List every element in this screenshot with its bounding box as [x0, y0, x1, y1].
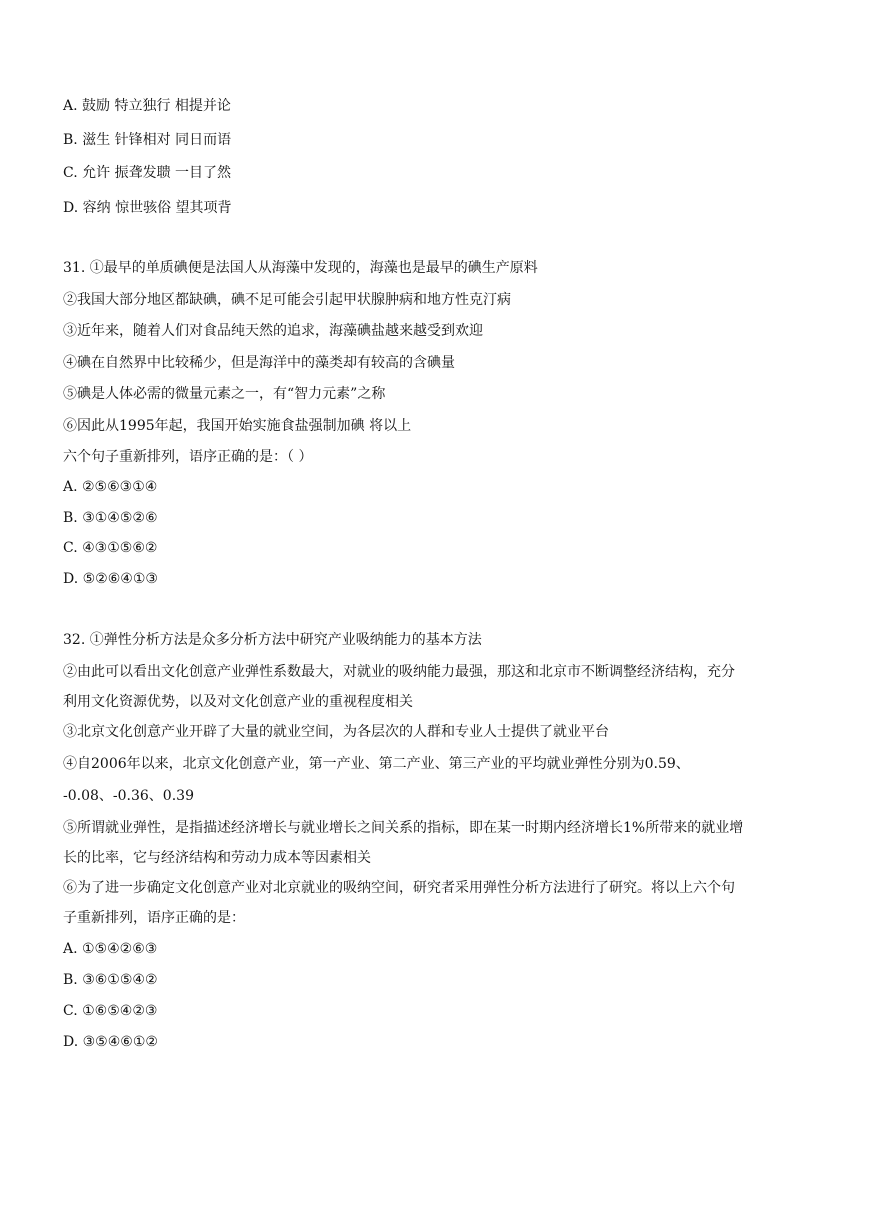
q30-option-b: B. 滋生 针锋相对 同日而语: [63, 132, 232, 148]
q32-line-4-cont: -0.08、-0.36、0.39: [63, 788, 194, 804]
q30-option-c: C. 允许 振聋发聩 一目了然: [63, 165, 232, 181]
q32-option-a: A. ①⑤④②⑥③: [63, 941, 158, 957]
q32-option-c: C. ①⑥⑤④②③: [63, 1003, 158, 1019]
q31-option-c: C. ④③①⑤⑥②: [63, 540, 158, 556]
q32-line-2-cont: 利用文化资源优势，以及对文化创意产业的重视程度相关: [63, 694, 413, 710]
q31-line-6: ⑥因此从1995年起，我国开始实施食盐强制加碘 将以上: [63, 418, 412, 434]
q32-option-b: B. ③⑥①⑤④②: [63, 972, 158, 988]
q32-line-2: ②由此可以看出文化创意产业弹性系数最大，对就业的吸纳能力最强，那这和北京市不断调整经济结构，充分: [63, 664, 735, 680]
q32-question-prompt: 子重新排列，语序正确的是：: [63, 910, 245, 926]
q32-line-4: ④自2006年以来，北京文化创意产业，第一产业、第二产业、第三产业的平均就业弹性分别为0.59、: [63, 756, 690, 772]
q31-line-4: ④碘在自然界中比较稀少，但是海洋中的藻类却有较高的含碘量: [63, 355, 455, 371]
q31-line-2: ②我国大部分地区都缺碘，碘不足可能会引起甲状腺肿病和地方性克汀病: [63, 292, 511, 308]
q32-line-5-cont: 长的比率，它与经济结构和劳动力成本等因素相关: [63, 850, 371, 866]
q30-option-d: D. 容纳 惊世骇俗 望其项背: [63, 200, 232, 216]
q32-line-6: ⑥为了进一步确定文化创意产业对北京就业的吸纳空间，研究者采用弹性分析方法进行了研究。将以上六个句: [63, 880, 735, 896]
q31-option-a: A. ②⑤⑥③①④: [63, 479, 158, 495]
q32-line-5: ⑤所谓就业弹性，是指描述经济增长与就业增长之间关系的指标，即在某一时期内经济增长1%所带来的就业增: [63, 820, 744, 836]
q32-option-d: D. ③⑤④⑥①②: [63, 1034, 158, 1050]
q32-line-1: 32. ①弹性分析方法是众多分析方法中研究产业吸纳能力的基本方法: [63, 632, 482, 648]
q31-option-d: D. ⑤②⑥④①③: [63, 571, 158, 587]
q31-question-prompt: 六个句子重新排列，语序正确的是：（ ）: [63, 449, 313, 465]
q31-line-1: 31. ①最早的单质碘便是法国人从海藻中发现的，海藻也是最早的碘生产原料: [63, 260, 538, 276]
q31-line-5: ⑤碘是人体必需的微量元素之一，有“智力元素”之称: [63, 386, 386, 402]
q30-option-a: A. 鼓励 特立独行 相提并论: [63, 98, 231, 114]
q31-line-3: ③近年来，随着人们对食品纯天然的追求，海藻碘盐越来越受到欢迎: [63, 323, 483, 339]
q32-line-3: ③北京文化创意产业开辟了大量的就业空间，为各层次的人群和专业人士提供了就业平台: [63, 724, 609, 740]
q31-option-b: B. ③①④⑤②⑥: [63, 510, 158, 526]
